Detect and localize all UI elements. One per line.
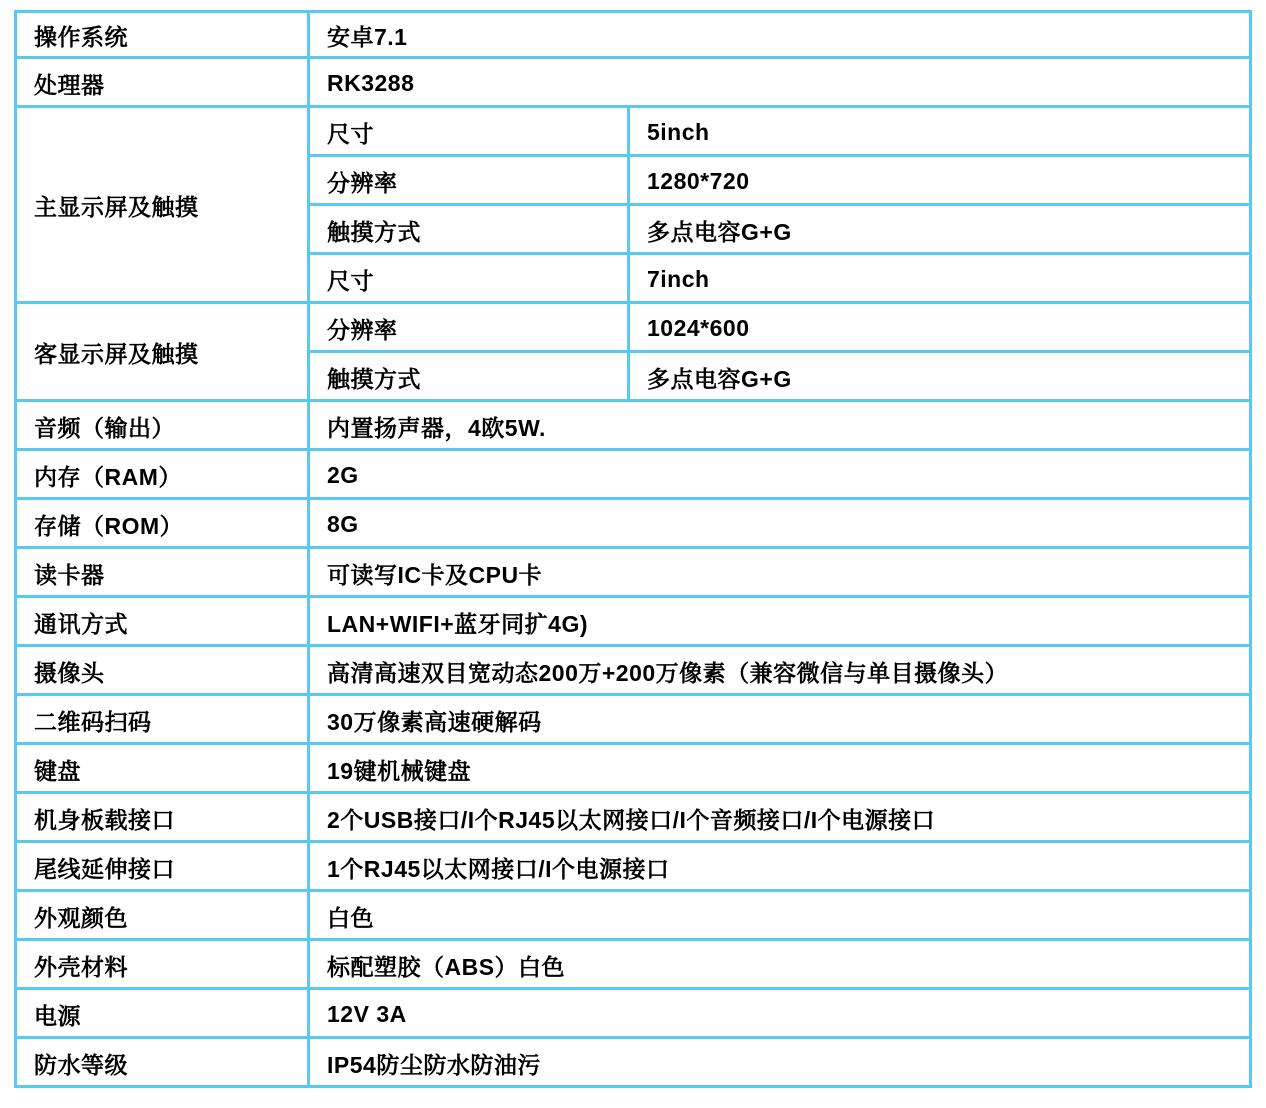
- spec-group-main-display: 主显示屏及触摸: [14, 108, 310, 304]
- spec-value-os: 安卓7.1: [310, 10, 1252, 59]
- spec-label-shell: 外壳材料: [14, 941, 310, 990]
- spec-value-rom: 8G: [310, 500, 1252, 549]
- spec-value-camera: 高清高速双目宽动态200万+200万像素（兼容微信与单目摄像头）: [310, 647, 1252, 696]
- row-customer-display-resolution: [14, 304, 1252, 353]
- spec-value-color: 白色: [310, 892, 1252, 941]
- spec-value-waterproof: IP54防尘防水防油污: [310, 1039, 1252, 1088]
- row-camera: [14, 647, 1252, 696]
- spec-label-os: 操作系统: [14, 10, 310, 59]
- row-qr-scan: [14, 696, 1252, 745]
- spec-value-keyboard: 19键机械键盘: [310, 745, 1252, 794]
- row-audio: [14, 402, 1252, 451]
- spec-value-card-reader: 可读写IC卡及CPU卡: [310, 549, 1252, 598]
- spec-label-camera: 摄像头: [14, 647, 310, 696]
- spec-value-power: 12V 3A: [310, 990, 1252, 1039]
- spec-value-qr-scan: 30万像素高速硬解码: [310, 696, 1252, 745]
- spec-subvalue-customer-touch: 多点电容G+G: [630, 353, 1252, 402]
- row-os: [14, 10, 1252, 59]
- spec-label-onboard-ports: 机身板载接口: [14, 794, 310, 843]
- spec-label-keyboard: 键盘: [14, 745, 310, 794]
- row-ram: [14, 451, 1252, 500]
- spec-sublabel-main-touch: 触摸方式: [310, 206, 630, 255]
- spec-group-customer-display: 客显示屏及触摸: [14, 304, 310, 402]
- row-rom: [14, 500, 1252, 549]
- spec-label-power: 电源: [14, 990, 310, 1039]
- spec-label-cpu: 处理器: [14, 59, 310, 108]
- spec-label-rom: 存储（ROM）: [14, 500, 310, 549]
- spec-value-audio: 内置扬声器，4欧5W.: [310, 402, 1252, 451]
- spec-label-ram: 内存（RAM）: [14, 451, 310, 500]
- spec-value-cpu: RK3288: [310, 59, 1252, 108]
- spec-table: [14, 10, 1252, 1088]
- spec-sublabel-main-resolution: 分辨率: [310, 157, 630, 206]
- spec-label-waterproof: 防水等级: [14, 1039, 310, 1088]
- spec-sublabel-customer-resolution: 分辨率: [310, 304, 630, 353]
- row-onboard-ports: [14, 794, 1252, 843]
- spec-value-tail-ports: 1个RJ45以太网接口/I个电源接口: [310, 843, 1252, 892]
- spec-subvalue-main-size2: 7inch: [630, 255, 1252, 304]
- spec-subvalue-main-resolution: 1280*720: [630, 157, 1252, 206]
- row-power: [14, 990, 1252, 1039]
- spec-label-communication: 通讯方式: [14, 598, 310, 647]
- spec-sublabel-main-size: 尺寸: [310, 108, 630, 157]
- spec-value-onboard-ports: 2个USB接口/I个RJ45以太网接口/I个音频接口/I个电源接口: [310, 794, 1252, 843]
- spec-value-shell: 标配塑胶（ABS）白色: [310, 941, 1252, 990]
- spec-label-color: 外观颜色: [14, 892, 310, 941]
- row-keyboard: [14, 745, 1252, 794]
- row-communication: [14, 598, 1252, 647]
- row-cpu: [14, 59, 1252, 108]
- row-card-reader: [14, 549, 1252, 598]
- spec-sublabel-customer-touch: 触摸方式: [310, 353, 630, 402]
- row-shell: [14, 941, 1252, 990]
- row-tail-ports: [14, 843, 1252, 892]
- spec-label-audio: 音频（输出）: [14, 402, 310, 451]
- row-color: [14, 892, 1252, 941]
- spec-subvalue-main-touch: 多点电容G+G: [630, 206, 1252, 255]
- spec-value-ram: 2G: [310, 451, 1252, 500]
- spec-subvalue-main-size: 5inch: [630, 108, 1252, 157]
- row-waterproof: [14, 1039, 1252, 1088]
- spec-subvalue-customer-resolution: 1024*600: [630, 304, 1252, 353]
- spec-value-communication: LAN+WIFI+蓝牙同扩4G): [310, 598, 1252, 647]
- spec-label-qr-scan: 二维码扫码: [14, 696, 310, 745]
- row-main-display-size: [14, 108, 1252, 157]
- spec-sublabel-main-size2: 尺寸: [310, 255, 630, 304]
- spec-label-card-reader: 读卡器: [14, 549, 310, 598]
- spec-label-tail-ports: 尾线延伸接口: [14, 843, 310, 892]
